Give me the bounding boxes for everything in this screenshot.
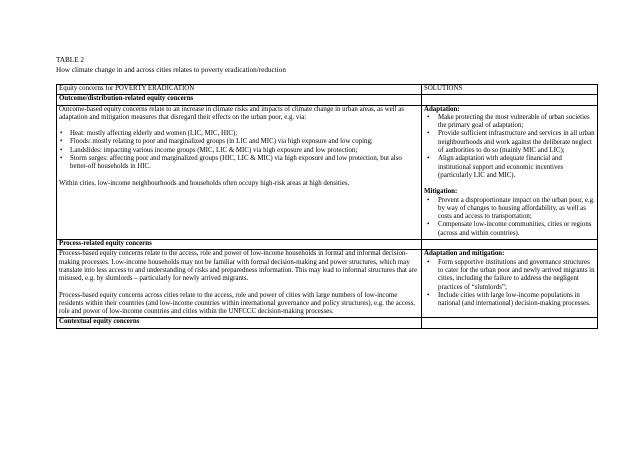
content-row-process	[57, 250, 598, 318]
bullet-icon: •	[427, 113, 430, 121]
list-item-text: Provide sufficient infrastructure and services in all urban neighbourhoods and work against the deliberate neglect of authorities to do so (mainly MIC and LIC);	[438, 130, 595, 155]
table-label: TABLE 2	[56, 56, 84, 64]
bullet-icon: •	[427, 221, 430, 229]
section-title-process: Process-related equity concerns	[57, 240, 422, 250]
list-item	[424, 197, 595, 222]
list-item	[424, 292, 595, 309]
list-item-text: Compensate low-income communities, cities or regions (across and within countries).	[438, 221, 592, 237]
bullet-icon: •	[60, 138, 63, 146]
outcome-intro: Outcome-based equity concerns relate to an increase in climate risks and impacts of climate change in urban areas, as well as adaptation and mitigation measures that disregard their effects on the urban poor, e.g. via:	[59, 105, 404, 121]
process-paragraph-2: Process-based equity concerns across cities relate to the access, role and power of cities with large numbers of low-income residents within their countries (and low-income countries within international governance and policy structures), e.g. the access, role and power of low-income countries and cities within the UNFCCC decision-making processes.	[59, 291, 416, 316]
bullet-icon: •	[427, 196, 430, 204]
list-item-text: Prevent a disproportionate impact on the urban poor, e.g. by way of changes to housing affordability, as well as costs and access to transportation;	[438, 196, 595, 221]
list-item	[424, 155, 595, 180]
bullet-icon: •	[427, 258, 430, 266]
list-item	[59, 130, 419, 138]
list-item-text: Heat: mostly affecting elderly and women (LIC, MIC, HIC);	[70, 130, 238, 138]
bullet-icon: •	[427, 155, 430, 163]
section-title-outcome: Outcome/distribution-related equity concerns	[57, 95, 422, 105]
adaptation-title: Adaptation:	[424, 105, 460, 113]
section-title-process-empty	[422, 240, 598, 250]
list-item	[59, 155, 419, 172]
list-item	[424, 221, 595, 238]
table-caption	[56, 56, 286, 75]
list-item-text: Make protecting the most vulnerable of urban societies the primary goal of adaptation;	[438, 113, 590, 130]
adaptation-list	[424, 114, 595, 180]
table-title: How climate change in and across cities relates to poverty eradication/reduction	[56, 65, 286, 74]
list-item-text: Storm surges: affecting poor and marginalized groups (HIC, LIC & MIC) via high exposure and low protection, but also better-off households in HIC.	[70, 155, 402, 171]
list-item	[424, 259, 595, 292]
section-title-contextual: Contextual equity concerns	[57, 318, 422, 328]
bullet-icon: •	[427, 130, 430, 138]
bullet-icon: •	[60, 155, 63, 163]
process-solutions-list	[424, 259, 595, 309]
list-item	[59, 147, 419, 155]
list-item	[424, 130, 595, 155]
mitigation-list	[424, 197, 595, 238]
section-title-outcome-empty	[422, 95, 598, 105]
equity-table	[56, 84, 598, 329]
list-item-text: Include cities with large low-income populations in national (and international) decision-making processes.	[438, 291, 591, 308]
outcome-solutions-cell	[422, 105, 598, 239]
section-row-outcome	[57, 95, 598, 105]
bullet-icon: •	[427, 291, 430, 299]
adaptation-mitigation-title: Adaptation and mitigation:	[424, 250, 505, 258]
list-item-text: Align adaptation with adequate financial and institutional support and economic incentives (particularly LIC and MIC).	[438, 155, 564, 179]
process-solutions-cell	[422, 250, 598, 318]
section-row-process	[57, 240, 598, 250]
list-item	[59, 138, 419, 146]
header-equity-concerns: Equity concerns for POVERTY ERADICATION	[57, 85, 422, 95]
process-paragraph-1: Process-based equity concerns relate to the access, role and power of low-income households in formal and informal decision-making processes. Low-income households may not be familiar with formal decision-making and power structures, which may translate into less access to and understanding of risks and preparedness information. This may lead to informal structures that are misused, e.g. by slumlords – particularly for newly arrived migrants.	[59, 250, 418, 283]
content-row-outcome	[57, 105, 598, 239]
section-row-contextual	[57, 318, 598, 328]
bullet-icon: •	[60, 146, 63, 154]
table-header-row	[57, 85, 598, 95]
list-item	[424, 114, 595, 131]
header-solutions: SOLUTIONS	[422, 85, 598, 95]
list-item-text: Floods: mostly relating to poor and marginalized groups (in LIC and MIC) via high exposure and low coping;	[70, 138, 373, 146]
section-title-contextual-empty	[422, 318, 598, 328]
outcome-bullet-list	[59, 130, 419, 171]
outcome-closing: Within cities, low-income neighbourhoods and households often occupy high-risk areas at high densities.	[59, 179, 350, 187]
bullet-icon: •	[60, 130, 63, 138]
mitigation-title: Mitigation:	[424, 188, 458, 196]
process-concerns-cell	[57, 250, 422, 318]
list-item-text: Landslides: impacting various income groups (MIC, LIC & MIC) via high exposure and low protection;	[70, 146, 358, 154]
outcome-concerns-cell	[57, 105, 422, 239]
list-item-text: Form supportive institutions and governance structures to cater for the urban poor and newly arrived migrants in cities, including the failure to address the negligent practices of “slumlords”;	[438, 258, 595, 291]
